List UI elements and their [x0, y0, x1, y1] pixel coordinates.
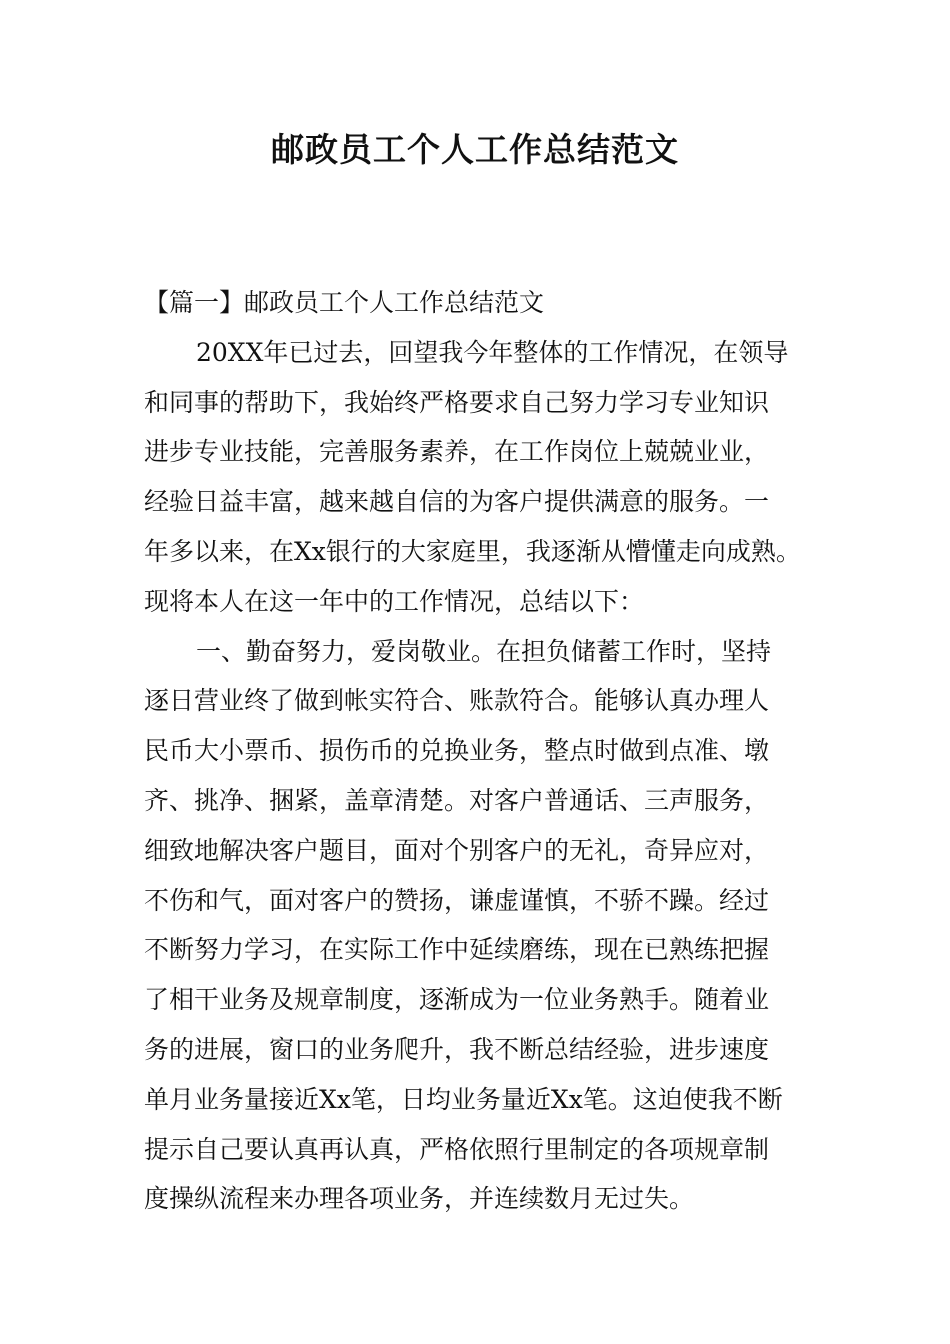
body-line: 了相干业务及规章制度，逐渐成为一位业务熟手。随着业 — [144, 985, 770, 1015]
document-body — [144, 278, 844, 1224]
body-line: 不伤和气，面对客户的赞扬，谦虚谨慎，不骄不躁。经过 — [144, 885, 770, 915]
body-line: 度操纵流程来办理各项业务，并连续数月无过失。 — [144, 1184, 695, 1214]
body-line: 年多以来，在Xx银行的大家庭里，我逐渐从懵懂走向成熟。 — [144, 536, 801, 566]
section-heading: 【篇一】邮政员工个人工作总结范文 — [144, 288, 545, 317]
body-line: 细致地解决客户题目，面对个别客户的无礼，奇异应对， — [144, 835, 770, 865]
body-line: 20XX年已过去，回望我今年整体的工作情况，在领导 — [196, 337, 789, 367]
body-line: 民币大小票币、损伤币的兑换业务，整点时做到点准、墩 — [144, 736, 770, 766]
body-line: 务的进展，窗口的业务爬升，我不断总结经验，进步速度 — [144, 1034, 770, 1064]
body-line: 提示自己要认真再认真，严格依照行里制定的各项规章制 — [144, 1134, 770, 1164]
body-line: 不断努力学习，在实际工作中延续磨练，现在已熟练把握 — [144, 935, 770, 965]
body-line: 逐日营业终了做到帐实符合、账款符合。能够认真办理人 — [144, 686, 770, 716]
body-line: 单月业务量接近Xx笔，日均业务量近Xx笔。这迫使我不断 — [144, 1084, 783, 1114]
document-title: 邮政员工个人工作总结范文 — [271, 130, 679, 169]
body-line: 进步专业技能，完善服务素养，在工作岗位上兢兢业业， — [144, 437, 770, 467]
body-line: 经验日益丰富，越来越自信的为客户提供满意的服务。一 — [144, 487, 770, 517]
body-line: 齐、挑净、捆紧，盖章清楚。对客户普通话、三声服务， — [144, 785, 770, 815]
body-line: 一、勤奋努力，爱岗敬业。在担负储蓄工作时，坚持 — [196, 636, 772, 666]
body-line: 现将本人在这一年中的工作情况，总结以下： — [144, 586, 645, 616]
body-line: 和同事的帮助下，我始终严格要求自己努力学习专业知识 — [144, 387, 770, 417]
